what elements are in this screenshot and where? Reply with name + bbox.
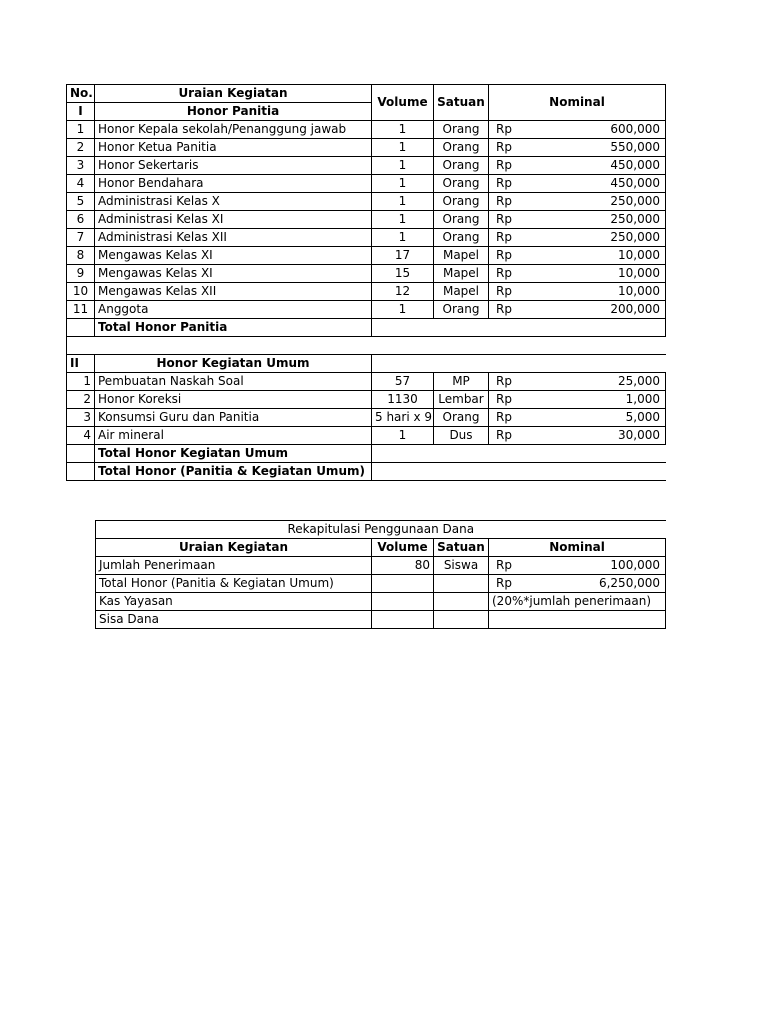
rekap-volume bbox=[372, 575, 434, 593]
table-row bbox=[67, 373, 666, 391]
nominal-value: 200,000 bbox=[610, 302, 660, 316]
nominal-value: 25,000 bbox=[618, 374, 660, 388]
row-satuan: Mapel bbox=[434, 247, 489, 265]
rekap-volume bbox=[372, 593, 434, 611]
row-volume: 57 bbox=[372, 373, 434, 391]
currency-label: Rp bbox=[496, 122, 512, 136]
nominal-value: 250,000 bbox=[610, 230, 660, 244]
nominal-cell bbox=[489, 301, 666, 319]
row-uraian: Mengawas Kelas XI bbox=[95, 265, 372, 283]
row-satuan: Dus bbox=[434, 427, 489, 445]
rekap-satuan bbox=[434, 575, 489, 593]
header-satuan: Satuan bbox=[434, 85, 489, 121]
currency-label: Rp bbox=[496, 428, 512, 442]
row-volume: 1130 bbox=[372, 391, 434, 409]
row-number: 7 bbox=[67, 229, 95, 247]
row-number: 6 bbox=[67, 211, 95, 229]
row-uraian: Honor Sekertaris bbox=[95, 157, 372, 175]
row-uraian: Mengawas Kelas XII bbox=[95, 283, 372, 301]
row-uraian: Pembuatan Naskah Soal bbox=[95, 373, 372, 391]
table-row bbox=[67, 157, 666, 175]
currency-label: Rp bbox=[496, 140, 512, 154]
row-number: 4 bbox=[67, 175, 95, 193]
row-satuan: Orang bbox=[434, 157, 489, 175]
currency-label: Rp bbox=[496, 410, 512, 424]
table-row bbox=[67, 301, 666, 319]
table-row bbox=[67, 229, 666, 247]
currency-label: Rp bbox=[496, 176, 512, 190]
section1-num: I bbox=[67, 103, 95, 121]
nominal-value: 10,000 bbox=[618, 266, 660, 280]
rekap-volume bbox=[372, 611, 434, 629]
row-volume: 12 bbox=[372, 283, 434, 301]
nominal-value: 600,000 bbox=[610, 122, 660, 136]
header-nominal: Nominal bbox=[489, 85, 666, 121]
nominal-cell bbox=[489, 139, 666, 157]
row-number: 5 bbox=[67, 193, 95, 211]
row-uraian: Honor Ketua Panitia bbox=[95, 139, 372, 157]
nominal-value: 250,000 bbox=[610, 194, 660, 208]
row-satuan: Orang bbox=[434, 193, 489, 211]
row-number: 9 bbox=[67, 265, 95, 283]
nominal-value: 250,000 bbox=[610, 212, 660, 226]
row-volume: 5 hari x 9 bbox=[372, 409, 434, 427]
currency-label: Rp bbox=[496, 266, 512, 280]
spacer-row bbox=[67, 337, 666, 355]
rekap-uraian: Kas Yayasan bbox=[96, 593, 372, 611]
row-volume: 1 bbox=[372, 193, 434, 211]
table-row bbox=[67, 265, 666, 283]
row-satuan: Orang bbox=[434, 409, 489, 427]
row-number: 2 bbox=[67, 391, 95, 409]
row-uraian: Konsumsi Guru dan Panitia bbox=[95, 409, 372, 427]
rekap-row bbox=[96, 557, 666, 575]
nominal-value: 1,000 bbox=[625, 392, 660, 406]
row-uraian: Honor Kepala sekolah/Penanggung jawab bbox=[95, 121, 372, 139]
nominal-value: 10,000 bbox=[618, 248, 660, 262]
row-uraian: Honor Koreksi bbox=[95, 391, 372, 409]
row-number: 1 bbox=[67, 121, 95, 139]
row-satuan: Orang bbox=[434, 301, 489, 319]
currency-label: Rp bbox=[496, 212, 512, 226]
row-number: 4 bbox=[67, 427, 95, 445]
table-row bbox=[67, 409, 666, 427]
rekap-satuan bbox=[434, 593, 489, 611]
row-satuan: Lembar bbox=[434, 391, 489, 409]
row-uraian: Air mineral bbox=[95, 427, 372, 445]
nominal-cell bbox=[489, 373, 666, 391]
rekap-header-volume: Volume bbox=[372, 539, 434, 557]
header-no: No. bbox=[67, 85, 95, 103]
row-uraian: Administrasi Kelas X bbox=[95, 193, 372, 211]
table-row bbox=[67, 139, 666, 157]
rekap-uraian: Total Honor (Panitia & Kegiatan Umum) bbox=[96, 575, 372, 593]
rekap-nominal-empty bbox=[489, 611, 666, 629]
row-number: 11 bbox=[67, 301, 95, 319]
nominal-cell bbox=[489, 193, 666, 211]
honor-table bbox=[66, 84, 666, 481]
nominal-cell bbox=[489, 283, 666, 301]
row-uraian: Mengawas Kelas XI bbox=[95, 247, 372, 265]
rekap-uraian: Sisa Dana bbox=[96, 611, 372, 629]
rekap-note: (20%*jumlah penerimaan) bbox=[489, 593, 666, 611]
row-volume: 1 bbox=[372, 301, 434, 319]
section2-header-row bbox=[67, 355, 666, 373]
rekap-uraian: Jumlah Penerimaan bbox=[96, 557, 372, 575]
nominal-cell bbox=[489, 229, 666, 247]
rekap-header-uraian: Uraian Kegiatan bbox=[96, 539, 372, 557]
row-uraian: Administrasi Kelas XII bbox=[95, 229, 372, 247]
nominal-cell bbox=[489, 121, 666, 139]
row-volume: 1 bbox=[372, 175, 434, 193]
section2-total-row bbox=[67, 445, 666, 463]
row-number: 10 bbox=[67, 283, 95, 301]
header-volume: Volume bbox=[372, 85, 434, 121]
nominal-cell bbox=[489, 427, 666, 445]
row-volume: 1 bbox=[372, 427, 434, 445]
nominal-cell bbox=[489, 211, 666, 229]
rekap-title-row bbox=[96, 521, 666, 539]
rekap-title: Rekapitulasi Penggunaan Dana bbox=[96, 521, 666, 539]
nominal-cell bbox=[489, 557, 666, 575]
grand-total-row bbox=[67, 463, 666, 481]
nominal-cell bbox=[489, 175, 666, 193]
row-satuan: Orang bbox=[434, 211, 489, 229]
nominal-cell bbox=[489, 391, 666, 409]
row-volume: 1 bbox=[372, 139, 434, 157]
section1-title: Honor Panitia bbox=[95, 103, 372, 121]
nominal-value: 100,000 bbox=[610, 558, 661, 572]
table-row bbox=[67, 283, 666, 301]
currency-label: Rp bbox=[496, 284, 512, 298]
row-satuan: Orang bbox=[434, 229, 489, 247]
currency-label: Rp bbox=[496, 374, 512, 388]
row-satuan: Orang bbox=[434, 121, 489, 139]
currency-label: Rp bbox=[496, 158, 512, 172]
rekap-satuan bbox=[434, 611, 489, 629]
row-number: 3 bbox=[67, 409, 95, 427]
row-satuan: Mapel bbox=[434, 283, 489, 301]
rekap-header-satuan: Satuan bbox=[434, 539, 489, 557]
row-satuan: Orang bbox=[434, 175, 489, 193]
nominal-cell bbox=[489, 265, 666, 283]
section1-total-label: Total Honor Panitia bbox=[95, 319, 372, 337]
row-number: 1 bbox=[67, 373, 95, 391]
nominal-cell bbox=[489, 575, 666, 593]
nominal-value: 30,000 bbox=[618, 428, 660, 442]
row-satuan: MP bbox=[434, 373, 489, 391]
nominal-value: 10,000 bbox=[618, 284, 660, 298]
row-number: 8 bbox=[67, 247, 95, 265]
nominal-value: 5,000 bbox=[625, 410, 660, 424]
rekap-row bbox=[96, 611, 666, 629]
nominal-cell bbox=[489, 247, 666, 265]
rekap-row bbox=[96, 593, 666, 611]
nominal-value: 6,250,000 bbox=[598, 576, 661, 590]
currency-label: Rp bbox=[496, 248, 512, 262]
currency-label: Rp bbox=[496, 302, 512, 316]
row-uraian: Anggota bbox=[95, 301, 372, 319]
table-row bbox=[67, 175, 666, 193]
currency-label: Rp bbox=[496, 230, 512, 244]
table-row bbox=[67, 247, 666, 265]
row-uraian: Honor Bendahara bbox=[95, 175, 372, 193]
rekap-header-nominal: Nominal bbox=[489, 539, 666, 557]
rekap-volume: 80 bbox=[372, 557, 434, 575]
row-number: 2 bbox=[67, 139, 95, 157]
row-volume: 1 bbox=[372, 211, 434, 229]
section1-total-row bbox=[67, 319, 666, 337]
rekap-row bbox=[96, 575, 666, 593]
grand-total-label: Total Honor (Panitia & Kegiatan Umum) bbox=[95, 463, 372, 481]
nominal-value: 450,000 bbox=[610, 176, 660, 190]
rekap-header-row bbox=[96, 539, 666, 557]
row-volume: 1 bbox=[372, 229, 434, 247]
row-volume: 1 bbox=[372, 121, 434, 139]
table-row bbox=[67, 427, 666, 445]
section2-total-label: Total Honor Kegiatan Umum bbox=[95, 445, 372, 463]
currency-label: Rp bbox=[496, 392, 512, 406]
currency-label: Rp bbox=[496, 576, 512, 590]
header-row bbox=[67, 85, 666, 103]
section2-num: II bbox=[67, 355, 95, 373]
table-row bbox=[67, 193, 666, 211]
section2-title: Honor Kegiatan Umum bbox=[95, 355, 372, 373]
currency-label: Rp bbox=[496, 558, 512, 572]
row-number: 3 bbox=[67, 157, 95, 175]
table-row bbox=[67, 391, 666, 409]
row-volume: 17 bbox=[372, 247, 434, 265]
header-uraian: Uraian Kegiatan bbox=[95, 85, 372, 103]
nominal-cell bbox=[489, 409, 666, 427]
table-row bbox=[67, 211, 666, 229]
nominal-cell bbox=[489, 157, 666, 175]
nominal-value: 450,000 bbox=[610, 158, 660, 172]
rekap-table bbox=[95, 520, 666, 629]
nominal-value: 550,000 bbox=[610, 140, 660, 154]
rekap-satuan: Siswa bbox=[434, 557, 489, 575]
row-satuan: Orang bbox=[434, 139, 489, 157]
row-satuan: Mapel bbox=[434, 265, 489, 283]
row-volume: 1 bbox=[372, 157, 434, 175]
table-row bbox=[67, 121, 666, 139]
row-volume: 15 bbox=[372, 265, 434, 283]
currency-label: Rp bbox=[496, 194, 512, 208]
row-uraian: Administrasi Kelas XI bbox=[95, 211, 372, 229]
